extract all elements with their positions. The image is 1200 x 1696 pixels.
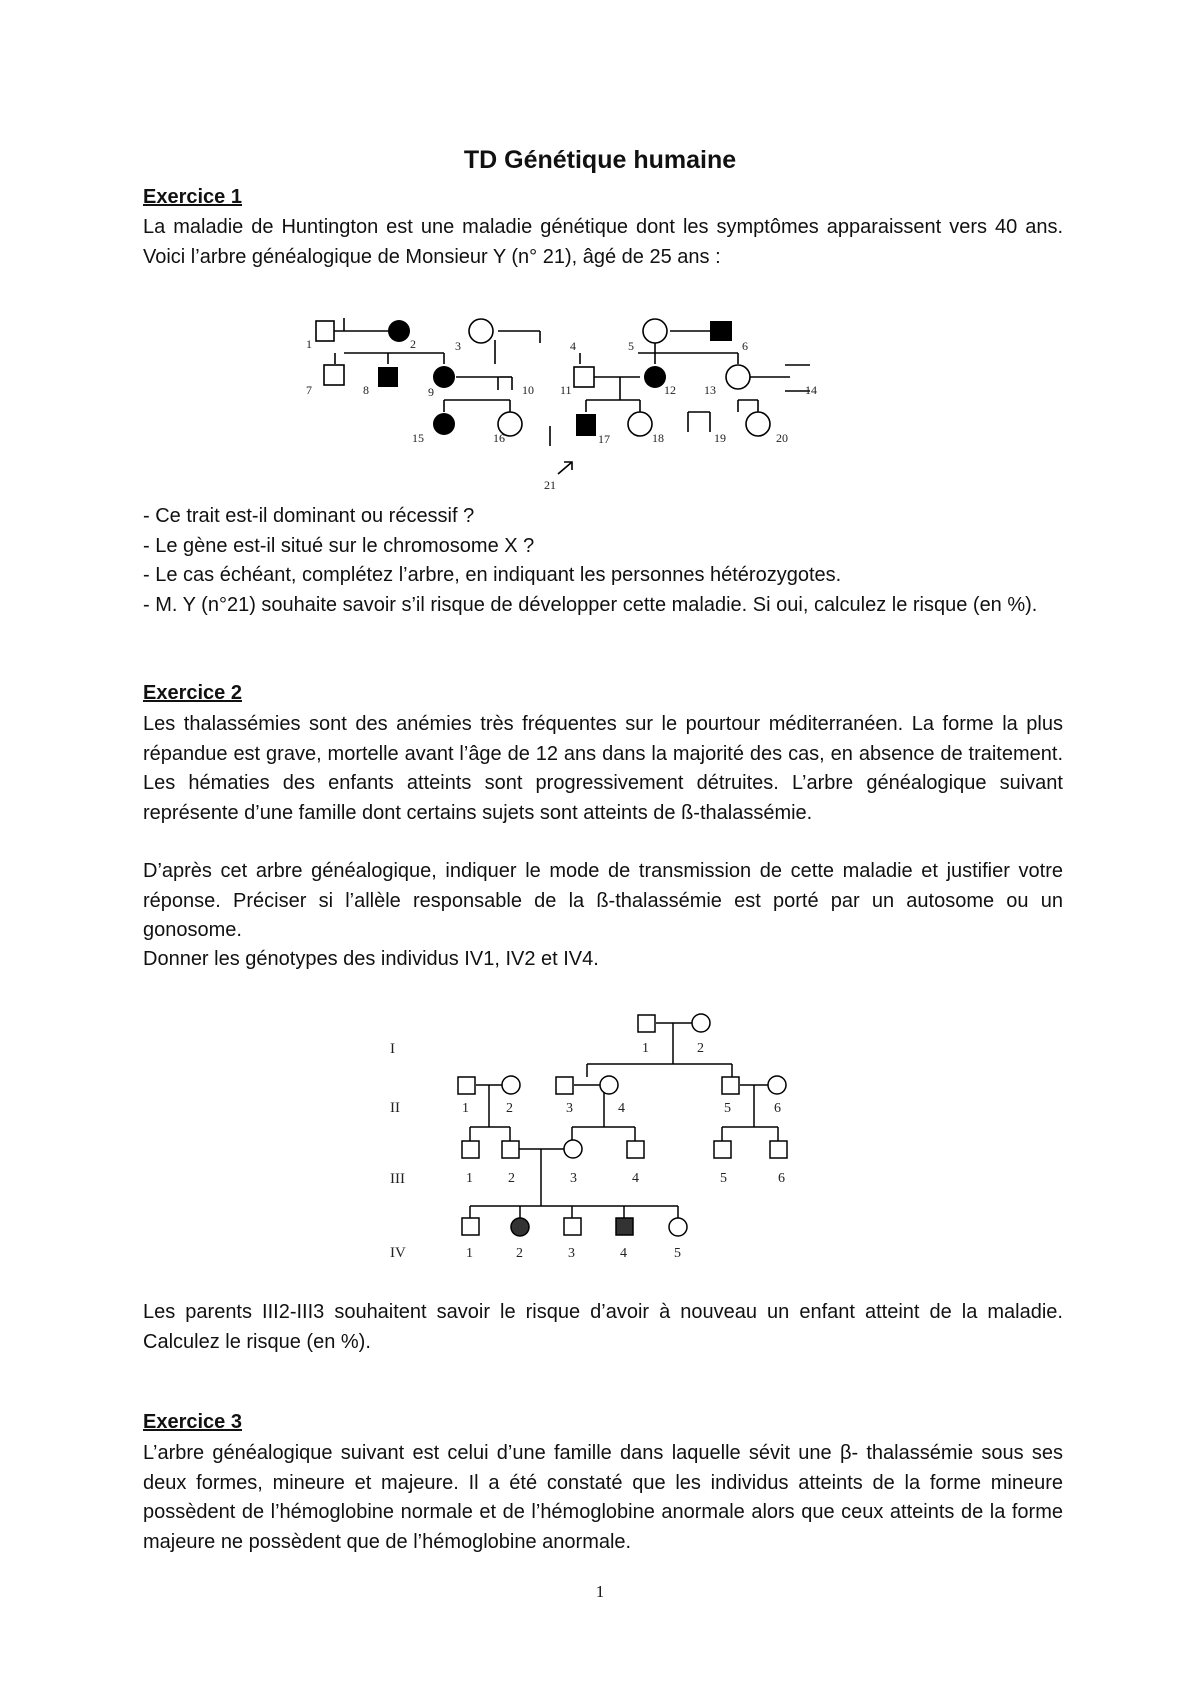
II-5: 5: [724, 1101, 731, 1116]
ped1-label-13: 13: [704, 383, 716, 397]
III-6: 6: [778, 1171, 785, 1186]
ped1-label-16: 16: [493, 431, 505, 445]
exercise-3-paragraph-1: L’arbre généalogique suivant est celui d’une famille dans laquelle sévit une β- thalassémie sous ses deux formes, mineure et majeure. Il a été constaté que les individus atteints de la forme mineure possèdent de l’hémoglobine normale et de l’hémoglobine anormale alors que ceux atteints de la forme majeure ne possèdent que de l’hémoglobine anormale.: [143, 1442, 1063, 1553]
ped1-label-6: 6: [742, 339, 748, 353]
question-1: - Ce trait est-il dominant ou récessif ?: [143, 505, 475, 527]
ped1-label-3: 3: [455, 339, 461, 353]
IV-5: 5: [674, 1246, 681, 1261]
II-4: 4: [618, 1101, 625, 1116]
generation-II: II: [390, 1100, 400, 1116]
exercise-3-heading: Exercice 3: [143, 1411, 242, 1433]
exercise-2-paragraph-4: Les parents III2-III3 souhaitent savoir le risque d’avoir à nouveau un enfant atteint de la maladie. Calculez le risque (en %).: [143, 1301, 1063, 1353]
exercise-2-heading: Exercice 2: [143, 682, 242, 704]
IV-3: 3: [568, 1246, 575, 1261]
ped1-label-11: 11: [560, 383, 572, 397]
ped1-label-8: 8: [363, 383, 369, 397]
II-6: 6: [774, 1101, 781, 1116]
question-2: - Le gène est-il situé sur le chromosome X ?: [143, 534, 535, 557]
ped1-label-7: 7: [306, 383, 312, 397]
III-5: 5: [720, 1171, 727, 1186]
generation-IV: IV: [390, 1245, 406, 1261]
question-3: - Le cas échéant, complétez l’arbre, en indiquant les personnes hétérozygotes.: [143, 564, 842, 586]
page-title: TD Génétique humaine: [463, 146, 737, 174]
generation-I: I: [390, 1041, 395, 1057]
IV-2: 2: [516, 1246, 523, 1261]
ped1-label-19: 19: [714, 431, 726, 445]
ped1-label-5: 5: [628, 339, 634, 353]
II-3: 3: [566, 1101, 573, 1116]
IV-4: 4: [620, 1246, 627, 1261]
ped1-label-17: 17: [598, 432, 610, 446]
ped1-label-12: 12: [664, 383, 676, 397]
exercise-1-intro: La maladie de Huntington est une maladie génétique dont les symptômes apparaissent vers 40 ans. Voici l’arbre généalogique de Monsieur Y (n° 21), âgé de 25 ans :: [143, 216, 1063, 268]
III-2: 2: [508, 1171, 515, 1186]
question-4: - M. Y (n°21) souhaite savoir s’il risque de développer cette maladie. Si oui, calculez le risque (en %).: [143, 593, 1038, 616]
ped1-label-18: 18: [652, 431, 664, 445]
ped1-label-21: 21: [544, 478, 556, 492]
exercise-1-heading: Exercice 1: [143, 186, 242, 208]
III-3: 3: [570, 1171, 577, 1186]
III-4: 4: [632, 1171, 639, 1186]
ped1-label-9: 9: [428, 385, 434, 399]
ped1-label-10: 10: [522, 383, 534, 397]
II-1: 1: [462, 1101, 469, 1116]
ped1-label-15: 15: [412, 431, 424, 445]
ped1-label-20: 20: [776, 431, 788, 445]
I-1: 1: [642, 1041, 649, 1056]
II-2: 2: [506, 1101, 513, 1116]
exercise-2-paragraph-3: Donner les génotypes des individus IV1, IV2 et IV4.: [143, 948, 599, 970]
page-number: 1: [595, 1582, 605, 1601]
I-2: 2: [697, 1041, 704, 1056]
IV-1: 1: [466, 1246, 473, 1261]
exercise-2-paragraph-2: D’après cet arbre généalogique, indiquer le mode de transmission de cette maladie et justifier votre réponse. Préciser si l’allèle responsable de la ß-thalassémie est porté par un autosome ou un gonosome.: [143, 860, 1063, 941]
ped1-label-14: 14: [805, 383, 817, 397]
generation-III: III: [390, 1171, 405, 1187]
exercise-2-paragraph-1: Les thalassémies sont des anémies très fréquentes sur le pourtour méditerranéen. La forme la plus répandue est grave, mortelle avant l’âge de 12 ans dans la majorité des cas, en absence de traitement. Les hématies des enfants atteints sont progressivement détruites. L’arbre généalogique suivant représente d’une famille dont certains sujets sont atteints de ß-thalassémie.: [143, 713, 1063, 824]
ped1-label-1: 1: [306, 337, 312, 351]
III-1: 1: [466, 1171, 473, 1186]
ped1-label-2: 2: [410, 337, 416, 351]
ped1-label-4: 4: [570, 339, 576, 353]
